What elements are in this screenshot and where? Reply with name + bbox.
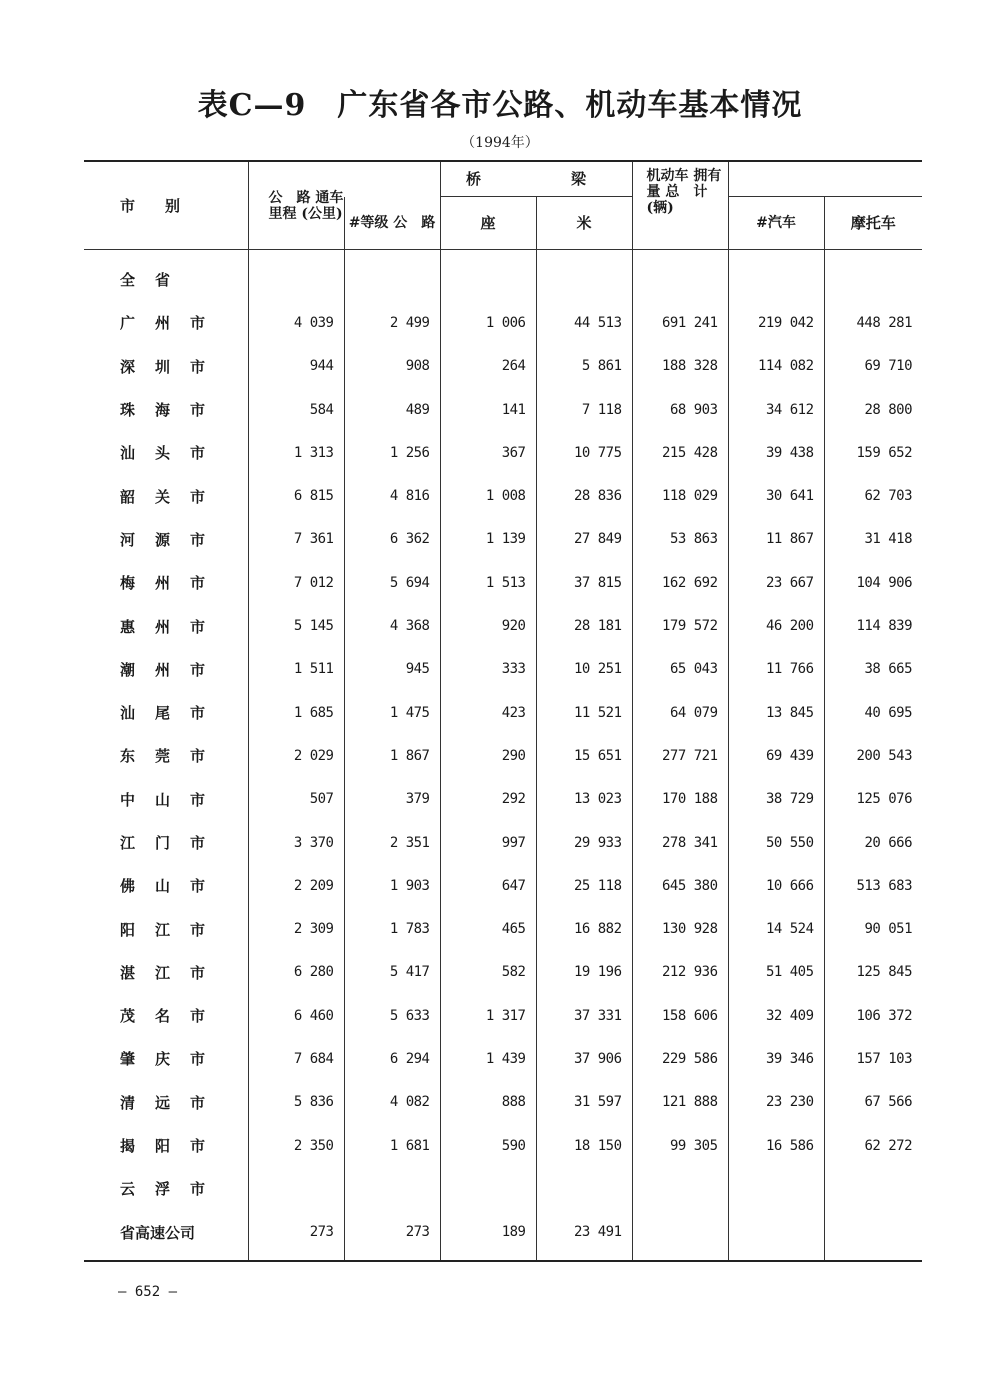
- graded-road-cell: 1 783: [344, 907, 440, 950]
- vehicle-total-cell: 121 888: [632, 1081, 728, 1124]
- city-name-cell: 全省: [120, 271, 191, 290]
- table-row: [84, 345, 922, 388]
- bridge-count-cell: 264: [440, 345, 536, 388]
- automobile-cell: 51 405: [728, 951, 824, 994]
- city-name-cell: 惠州市: [120, 617, 226, 636]
- bridge-count-cell: 1 513: [440, 561, 536, 604]
- road-length-cell: 1 313: [248, 431, 344, 474]
- motorcycle-cell: [824, 250, 922, 302]
- bridge-length-cell: 10 775: [536, 431, 632, 474]
- automobile-cell: 114 082: [728, 345, 824, 388]
- road-length-cell: 7 684: [248, 1037, 344, 1080]
- motorcycle-cell: 104 906: [824, 561, 922, 604]
- header-motorcycle: 摩托车: [824, 197, 922, 250]
- bridge-count-cell: 292: [440, 778, 536, 821]
- motorcycle-cell: 159 652: [824, 431, 922, 474]
- table-row: [84, 734, 922, 777]
- motorcycle-cell: 69 710: [824, 345, 922, 388]
- table-row: [84, 1167, 922, 1210]
- motorcycle-cell: 114 839: [824, 604, 922, 647]
- city-name-cell: 潮州市: [120, 660, 226, 679]
- graded-road-cell: 5 417: [344, 951, 440, 994]
- graded-road-cell: 4 816: [344, 474, 440, 517]
- road-length-cell: [248, 250, 344, 302]
- header-graded-road: #等级 公 路: [344, 197, 440, 250]
- statistics-table: [84, 160, 922, 1262]
- header-city: 市 别: [84, 161, 248, 250]
- bridge-count-cell: 290: [440, 734, 536, 777]
- city-name-cell: 阳江市: [120, 920, 226, 939]
- vehicle-total-cell: 278 341: [632, 821, 728, 864]
- city-name-cell: 河源市: [120, 530, 226, 549]
- automobile-cell: 16 586: [728, 1124, 824, 1167]
- bridge-count-cell: 1 139: [440, 518, 536, 561]
- bridge-count-cell: 141: [440, 388, 536, 431]
- bridge-length-cell: 10 251: [536, 648, 632, 691]
- graded-road-cell: 1 475: [344, 691, 440, 734]
- table-row: [84, 250, 922, 302]
- automobile-cell: 46 200: [728, 604, 824, 647]
- page-title: 表C—9 广东省各市公路、机动车基本情况: [197, 88, 803, 123]
- table-row: [84, 1081, 922, 1124]
- graded-road-cell: 1 903: [344, 864, 440, 907]
- bridge-length-cell: [536, 1167, 632, 1210]
- motorcycle-cell: 157 103: [824, 1037, 922, 1080]
- motorcycle-cell: 125 076: [824, 778, 922, 821]
- city-name-cell: 东莞市: [120, 747, 226, 766]
- city-name-cell: 广州市: [120, 314, 226, 333]
- bridge-count-cell: 1 008: [440, 474, 536, 517]
- city-name-cell: 佛山市: [120, 877, 226, 896]
- automobile-cell: 50 550: [728, 821, 824, 864]
- road-length-cell: 6 815: [248, 474, 344, 517]
- table-row: [84, 821, 922, 864]
- table-row: [84, 561, 922, 604]
- motorcycle-cell: 106 372: [824, 994, 922, 1037]
- automobile-cell: 23 667: [728, 561, 824, 604]
- graded-road-cell: 6 362: [344, 518, 440, 561]
- road-length-cell: 2 029: [248, 734, 344, 777]
- vehicle-total-cell: 68 903: [632, 388, 728, 431]
- vehicle-total-cell: 215 428: [632, 431, 728, 474]
- bridge-count-cell: 367: [440, 431, 536, 474]
- bridge-count-cell: 1 439: [440, 1037, 536, 1080]
- bridge-length-cell: 7 118: [536, 388, 632, 431]
- table-header: [84, 161, 922, 250]
- table-row: [84, 691, 922, 734]
- motorcycle-cell: 200 543: [824, 734, 922, 777]
- bridge-length-cell: 27 849: [536, 518, 632, 561]
- city-name-cell: 深圳市: [120, 357, 226, 376]
- vehicle-total-cell: 118 029: [632, 474, 728, 517]
- bridge-length-cell: 37 331: [536, 994, 632, 1037]
- road-length-cell: 4 039: [248, 301, 344, 344]
- vehicle-total-cell: 277 721: [632, 734, 728, 777]
- bridge-count-cell: 997: [440, 821, 536, 864]
- bridge-count-cell: 1 317: [440, 994, 536, 1037]
- bridge-length-cell: 15 651: [536, 734, 632, 777]
- bridge-count-cell: 423: [440, 691, 536, 734]
- graded-road-cell: 1 681: [344, 1124, 440, 1167]
- header-bridge-length: 米: [536, 197, 632, 250]
- city-name-cell: 汕尾市: [120, 704, 226, 723]
- automobile-cell: 69 439: [728, 734, 824, 777]
- bridge-length-cell: 37 906: [536, 1037, 632, 1080]
- automobile-cell: [728, 1167, 824, 1210]
- bridge-length-cell: 13 023: [536, 778, 632, 821]
- automobile-cell: 39 346: [728, 1037, 824, 1080]
- table-row: [84, 907, 922, 950]
- vehicle-total-cell: 179 572: [632, 604, 728, 647]
- vehicle-total-cell: 691 241: [632, 301, 728, 344]
- road-length-cell: 1 511: [248, 648, 344, 691]
- table-row: [84, 1211, 922, 1261]
- city-name-cell: 云浮市: [120, 1180, 226, 1199]
- table-row: [84, 994, 922, 1037]
- table-row: [84, 301, 922, 344]
- automobile-cell: [728, 1211, 824, 1261]
- vehicle-total-cell: 162 692: [632, 561, 728, 604]
- header-bridge: 桥 梁: [440, 161, 632, 197]
- road-length-cell: 5 145: [248, 604, 344, 647]
- city-name-cell: 梅州市: [120, 574, 226, 593]
- vehicle-total-cell: [632, 1211, 728, 1261]
- table-year-subtitle: （1994年）: [461, 135, 539, 151]
- city-name-cell: 韶关市: [120, 487, 226, 506]
- vehicle-total-cell: 158 606: [632, 994, 728, 1037]
- automobile-cell: 219 042: [728, 301, 824, 344]
- city-name-cell: 揭阳市: [120, 1137, 226, 1156]
- graded-road-cell: 489: [344, 388, 440, 431]
- vehicle-total-cell: 99 305: [632, 1124, 728, 1167]
- graded-road-cell: 273: [344, 1211, 440, 1261]
- bridge-count-cell: 465: [440, 907, 536, 950]
- road-length-cell: 507: [248, 778, 344, 821]
- motorcycle-cell: 20 666: [824, 821, 922, 864]
- automobile-cell: 14 524: [728, 907, 824, 950]
- automobile-cell: 38 729: [728, 778, 824, 821]
- bridge-length-cell: 37 815: [536, 561, 632, 604]
- bridge-length-cell: 19 196: [536, 951, 632, 994]
- city-name-cell: 珠海市: [120, 401, 226, 420]
- header-blank: [344, 161, 440, 197]
- bridge-length-cell: 44 513: [536, 301, 632, 344]
- automobile-cell: 23 230: [728, 1081, 824, 1124]
- header-bridge-count: 座: [440, 197, 536, 250]
- bridge-count-cell: 647: [440, 864, 536, 907]
- automobile-cell: 11 766: [728, 648, 824, 691]
- bridge-count-cell: 1 006: [440, 301, 536, 344]
- graded-road-cell: 2 499: [344, 301, 440, 344]
- graded-road-cell: 4 082: [344, 1081, 440, 1124]
- bridge-count-cell: [440, 250, 536, 302]
- bridge-length-cell: [536, 250, 632, 302]
- bridge-length-cell: 11 521: [536, 691, 632, 734]
- motorcycle-cell: 62 272: [824, 1124, 922, 1167]
- vehicle-total-cell: 229 586: [632, 1037, 728, 1080]
- vehicle-total-cell: 170 188: [632, 778, 728, 821]
- bridge-count-cell: [440, 1167, 536, 1210]
- automobile-cell: 11 867: [728, 518, 824, 561]
- road-length-cell: 6 460: [248, 994, 344, 1037]
- table-row: [84, 431, 922, 474]
- road-length-cell: 5 836: [248, 1081, 344, 1124]
- table-row: [84, 778, 922, 821]
- city-name-cell: 江门市: [120, 834, 226, 852]
- bridge-length-cell: 31 597: [536, 1081, 632, 1124]
- graded-road-cell: 945: [344, 648, 440, 691]
- header-automobile: #汽车: [728, 197, 824, 250]
- header-vehicle-total: 机动车 拥有量 总 计 (辆): [632, 161, 728, 250]
- city-name-cell: 清远市: [120, 1093, 226, 1112]
- table-row: [84, 1124, 922, 1167]
- bridge-length-cell: 29 933: [536, 821, 632, 864]
- table-row: [84, 604, 922, 647]
- graded-road-cell: 1 867: [344, 734, 440, 777]
- page-number: — 652 —: [118, 1284, 178, 1300]
- city-name-cell: 湛江市: [120, 963, 226, 982]
- motorcycle-cell: 448 281: [824, 301, 922, 344]
- automobile-cell: 10 666: [728, 864, 824, 907]
- motorcycle-cell: 513 683: [824, 864, 922, 907]
- table-row: [84, 648, 922, 691]
- vehicle-total-cell: 53 863: [632, 518, 728, 561]
- graded-road-cell: 379: [344, 778, 440, 821]
- city-name-cell: 中山市: [120, 790, 226, 809]
- motorcycle-cell: 62 703: [824, 474, 922, 517]
- bridge-length-cell: 23 491: [536, 1211, 632, 1261]
- table-row: [84, 474, 922, 517]
- road-length-cell: 6 280: [248, 951, 344, 994]
- bridge-count-cell: 333: [440, 648, 536, 691]
- bridge-length-cell: 25 118: [536, 864, 632, 907]
- road-length-cell: 7 361: [248, 518, 344, 561]
- motorcycle-cell: 125 845: [824, 951, 922, 994]
- automobile-cell: 39 438: [728, 431, 824, 474]
- bridge-length-cell: 5 861: [536, 345, 632, 388]
- vehicle-total-cell: 130 928: [632, 907, 728, 950]
- bridge-length-cell: 28 181: [536, 604, 632, 647]
- graded-road-cell: 6 294: [344, 1037, 440, 1080]
- bridge-length-cell: 18 150: [536, 1124, 632, 1167]
- automobile-cell: 13 845: [728, 691, 824, 734]
- bridge-length-cell: 28 836: [536, 474, 632, 517]
- table-row: [84, 1037, 922, 1080]
- road-length-cell: 2 350: [248, 1124, 344, 1167]
- bridge-count-cell: 189: [440, 1211, 536, 1261]
- automobile-cell: 32 409: [728, 994, 824, 1037]
- road-length-cell: 584: [248, 388, 344, 431]
- table-row: [84, 864, 922, 907]
- vehicle-total-cell: 65 043: [632, 648, 728, 691]
- city-name-cell: 肇庆市: [120, 1050, 226, 1069]
- graded-road-cell: [344, 250, 440, 302]
- graded-road-cell: 4 368: [344, 604, 440, 647]
- road-length-cell: [248, 1167, 344, 1210]
- graded-road-cell: 5 694: [344, 561, 440, 604]
- graded-road-cell: 1 256: [344, 431, 440, 474]
- vehicle-total-cell: 64 079: [632, 691, 728, 734]
- automobile-cell: 34 612: [728, 388, 824, 431]
- graded-road-cell: 5 633: [344, 994, 440, 1037]
- table-body: [84, 250, 922, 1261]
- bridge-count-cell: 920: [440, 604, 536, 647]
- vehicle-total-cell: 188 328: [632, 345, 728, 388]
- motorcycle-cell: 31 418: [824, 518, 922, 561]
- bridge-count-cell: 888: [440, 1081, 536, 1124]
- road-length-cell: 273: [248, 1211, 344, 1261]
- motorcycle-cell: 28 800: [824, 388, 922, 431]
- header-road-total: 公 路 通车里程 (公里): [248, 161, 344, 250]
- road-length-cell: 1 685: [248, 691, 344, 734]
- city-name-cell: 省高速公司: [84, 1211, 248, 1261]
- road-length-cell: 944: [248, 345, 344, 388]
- road-length-cell: 7 012: [248, 561, 344, 604]
- city-name-cell: 汕头市: [120, 444, 226, 463]
- bridge-length-cell: 16 882: [536, 907, 632, 950]
- road-length-cell: 2 309: [248, 907, 344, 950]
- bridge-count-cell: 590: [440, 1124, 536, 1167]
- city-name-cell: 茂名市: [120, 1007, 226, 1026]
- graded-road-cell: [344, 1167, 440, 1210]
- table-row: [84, 388, 922, 431]
- automobile-cell: 30 641: [728, 474, 824, 517]
- road-length-cell: 3 370: [248, 821, 344, 864]
- motorcycle-cell: 67 566: [824, 1081, 922, 1124]
- vehicle-total-cell: [632, 250, 728, 302]
- road-length-cell: 2 209: [248, 864, 344, 907]
- motorcycle-cell: [824, 1167, 922, 1210]
- statistics-table-container: [84, 160, 922, 1262]
- automobile-cell: [728, 250, 824, 302]
- table-row: [84, 518, 922, 561]
- motorcycle-cell: 90 051: [824, 907, 922, 950]
- header-blank: [728, 161, 922, 197]
- graded-road-cell: 2 351: [344, 821, 440, 864]
- motorcycle-cell: 40 695: [824, 691, 922, 734]
- motorcycle-cell: 38 665: [824, 648, 922, 691]
- table-row: [84, 951, 922, 994]
- vehicle-total-cell: 645 380: [632, 864, 728, 907]
- bridge-count-cell: 582: [440, 951, 536, 994]
- vehicle-total-cell: 212 936: [632, 951, 728, 994]
- motorcycle-cell: [824, 1211, 922, 1261]
- vehicle-total-cell: [632, 1167, 728, 1210]
- graded-road-cell: 908: [344, 345, 440, 388]
